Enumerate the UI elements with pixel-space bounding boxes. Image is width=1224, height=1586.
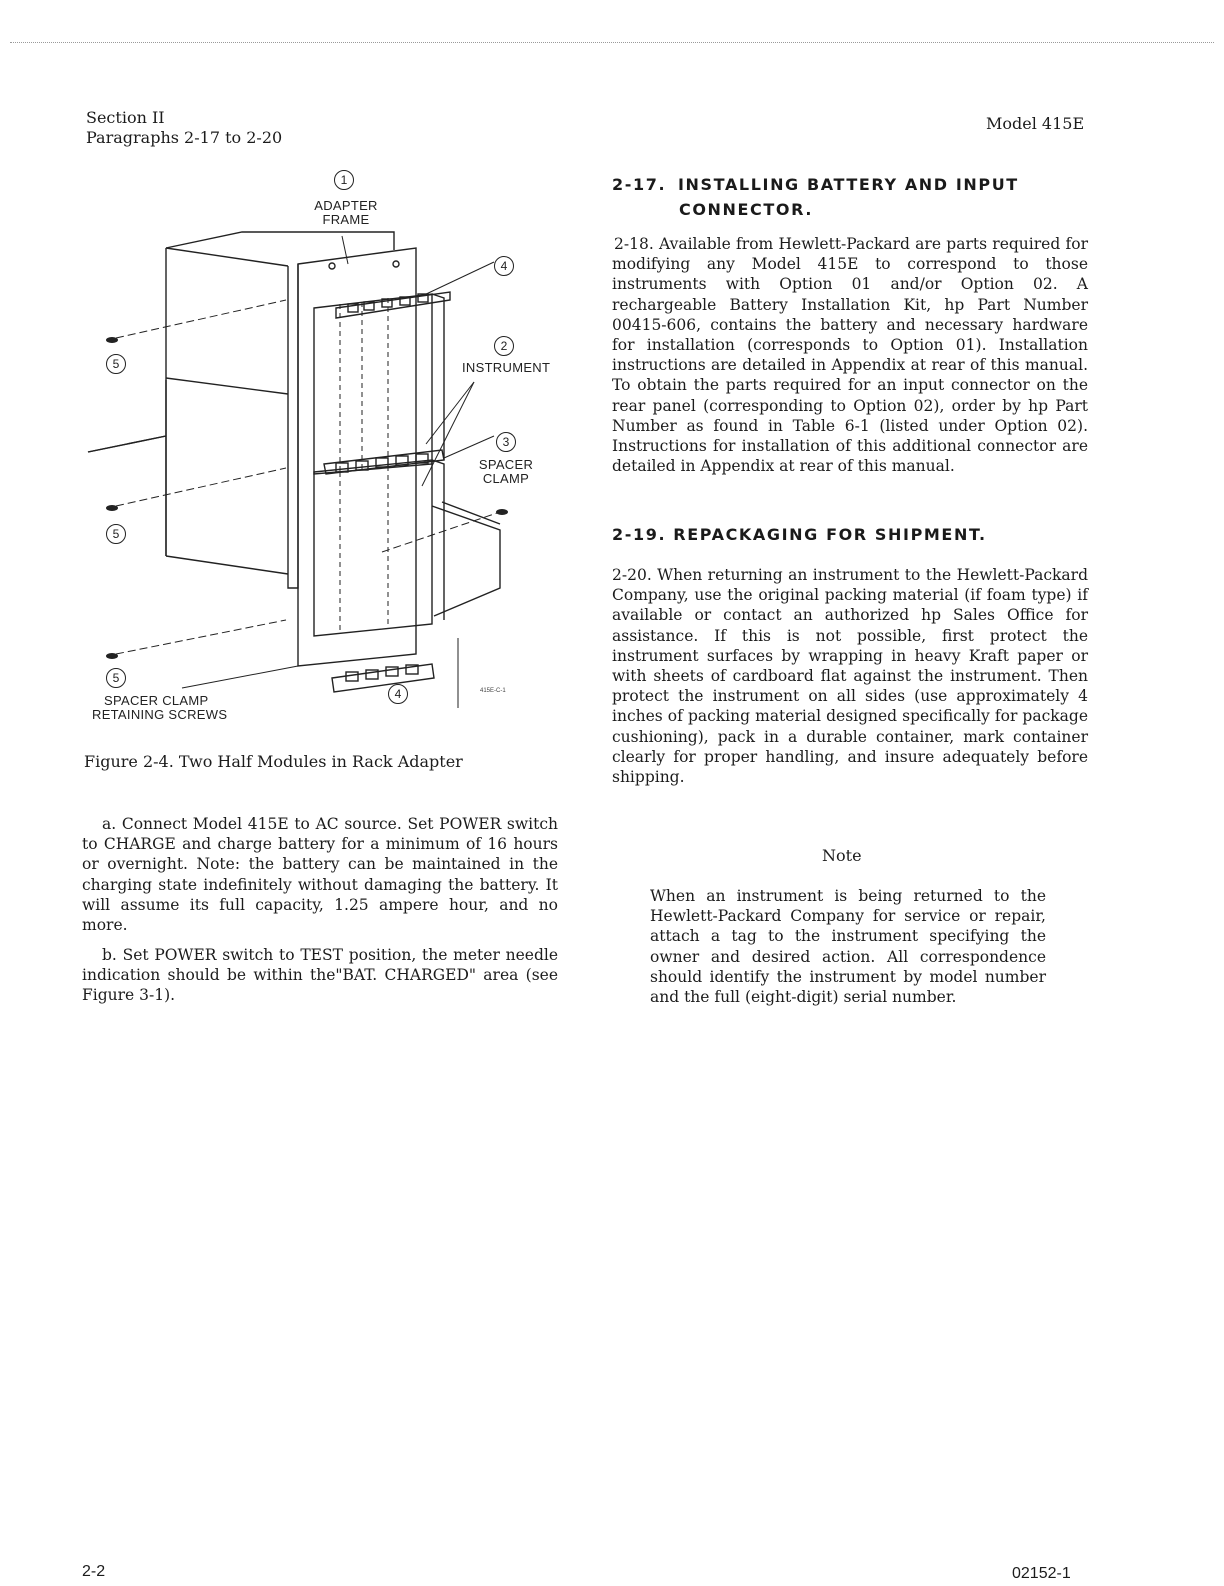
- callout-3: 3: [496, 432, 516, 452]
- section-label: Section II: [86, 108, 165, 127]
- label-adapter-frame: ADAPTER FRAME: [314, 198, 378, 227]
- section-2-17-title-line2: CONNECTOR.: [679, 200, 814, 219]
- callout-4-top: 4: [494, 256, 514, 276]
- callout-5-top: 5: [106, 354, 126, 374]
- rack-adapter-illustration: [82, 168, 562, 728]
- callout-2: 2: [494, 336, 514, 356]
- callout-1: 1: [334, 170, 354, 190]
- paragraph-2-18: 2-18. Available from Hewlett-Packard are parts required for modifying any Model 415E to correspond to those instruments with Option 01 and/or Option 02. A rechargeable Battery Installation Kit, hp Part Number 00415-606, contains the battery and necessary hardware for installation (corresponds to Option 01). Installation instructions are detailed in Appendix at rear of this manual. To obtain the parts required for an input connector on the rear panel (corresponding to Option 02), order by hp Part Number as found in Table 6-1 (listed under Option 02). Instructions for installation of this additional connector are detailed in Appendix at rear of this manual.: [612, 235, 1088, 476]
- section-2-17-heading: [612, 172, 1072, 222]
- note-title: Note: [822, 846, 862, 865]
- model-label: Model 415E: [986, 114, 1085, 133]
- callout-4-bottom: 4: [388, 684, 408, 704]
- label-spacer-clamp: SPACER CLAMP: [478, 457, 534, 486]
- figure-part-number: 415E-C-1: [480, 688, 506, 694]
- step-a-text: a. Connect Model 415E to AC source. Set POWER switch to CHARGE and charge battery for a minimum of 16 hours or overnight. Note: the battery can be maintained in the charging state indefinitely without damaging the battery. It will assume its full capacity, 1.25 ampere hour, and no more.: [82, 815, 558, 935]
- figure-caption: Figure 2-4. Two Half Modules in Rack Adapter: [84, 752, 463, 771]
- document-number: 02152-1: [1012, 1565, 1071, 1582]
- paragraphs-label: Paragraphs 2-17 to 2-20: [86, 128, 283, 147]
- callout-5-middle: 5: [106, 524, 126, 544]
- page-number: 2-2: [82, 1563, 106, 1580]
- page-header-left: [86, 108, 282, 148]
- paragraph-2-20: 2-20. When returning an instrument to the Hewlett-Packard Company, use the original packing material (if foam type) if available or contact an authorized hp Sales Office for assistance. If this is not possible, first protect the instrument surfaces by wrapping in heavy Kraft paper or with sheets of cardboard flat against the instrument. Then protect the instrument on all sides (use approximately 4 inches of packing material designed specifically for package cushioning), pack in a durable container, mark container clearly for proper handling, and insure adequately before shipping.: [612, 566, 1088, 787]
- section-2-17-number: 2-17.: [612, 175, 667, 194]
- callout-5-bottom: 5: [106, 668, 126, 688]
- section-2-17-title-line1: INSTALLING BATTERY AND INPUT: [678, 175, 1019, 194]
- note-body: When an instrument is being returned to the Hewlett-Packard Company for service or repair, attach a tag to the instrument specifying the owner and desired action. All correspondence should identify the instrument by model number and the full (eight-digit) serial number.: [650, 887, 1046, 1007]
- step-b-text: b. Set POWER switch to TEST position, the meter needle indication should be within the"BAT. CHARGED" area (see Figure 3-1).: [82, 946, 558, 1005]
- section-2-19-heading: 2-19. REPACKAGING FOR SHIPMENT.: [612, 525, 987, 544]
- figure-rack-adapter: [82, 168, 562, 728]
- scan-top-border: [10, 42, 1214, 43]
- label-spacer-clamp-retaining-screws: SPACER CLAMP RETAINING SCREWS: [92, 693, 228, 722]
- label-instrument: INSTRUMENT: [462, 360, 551, 375]
